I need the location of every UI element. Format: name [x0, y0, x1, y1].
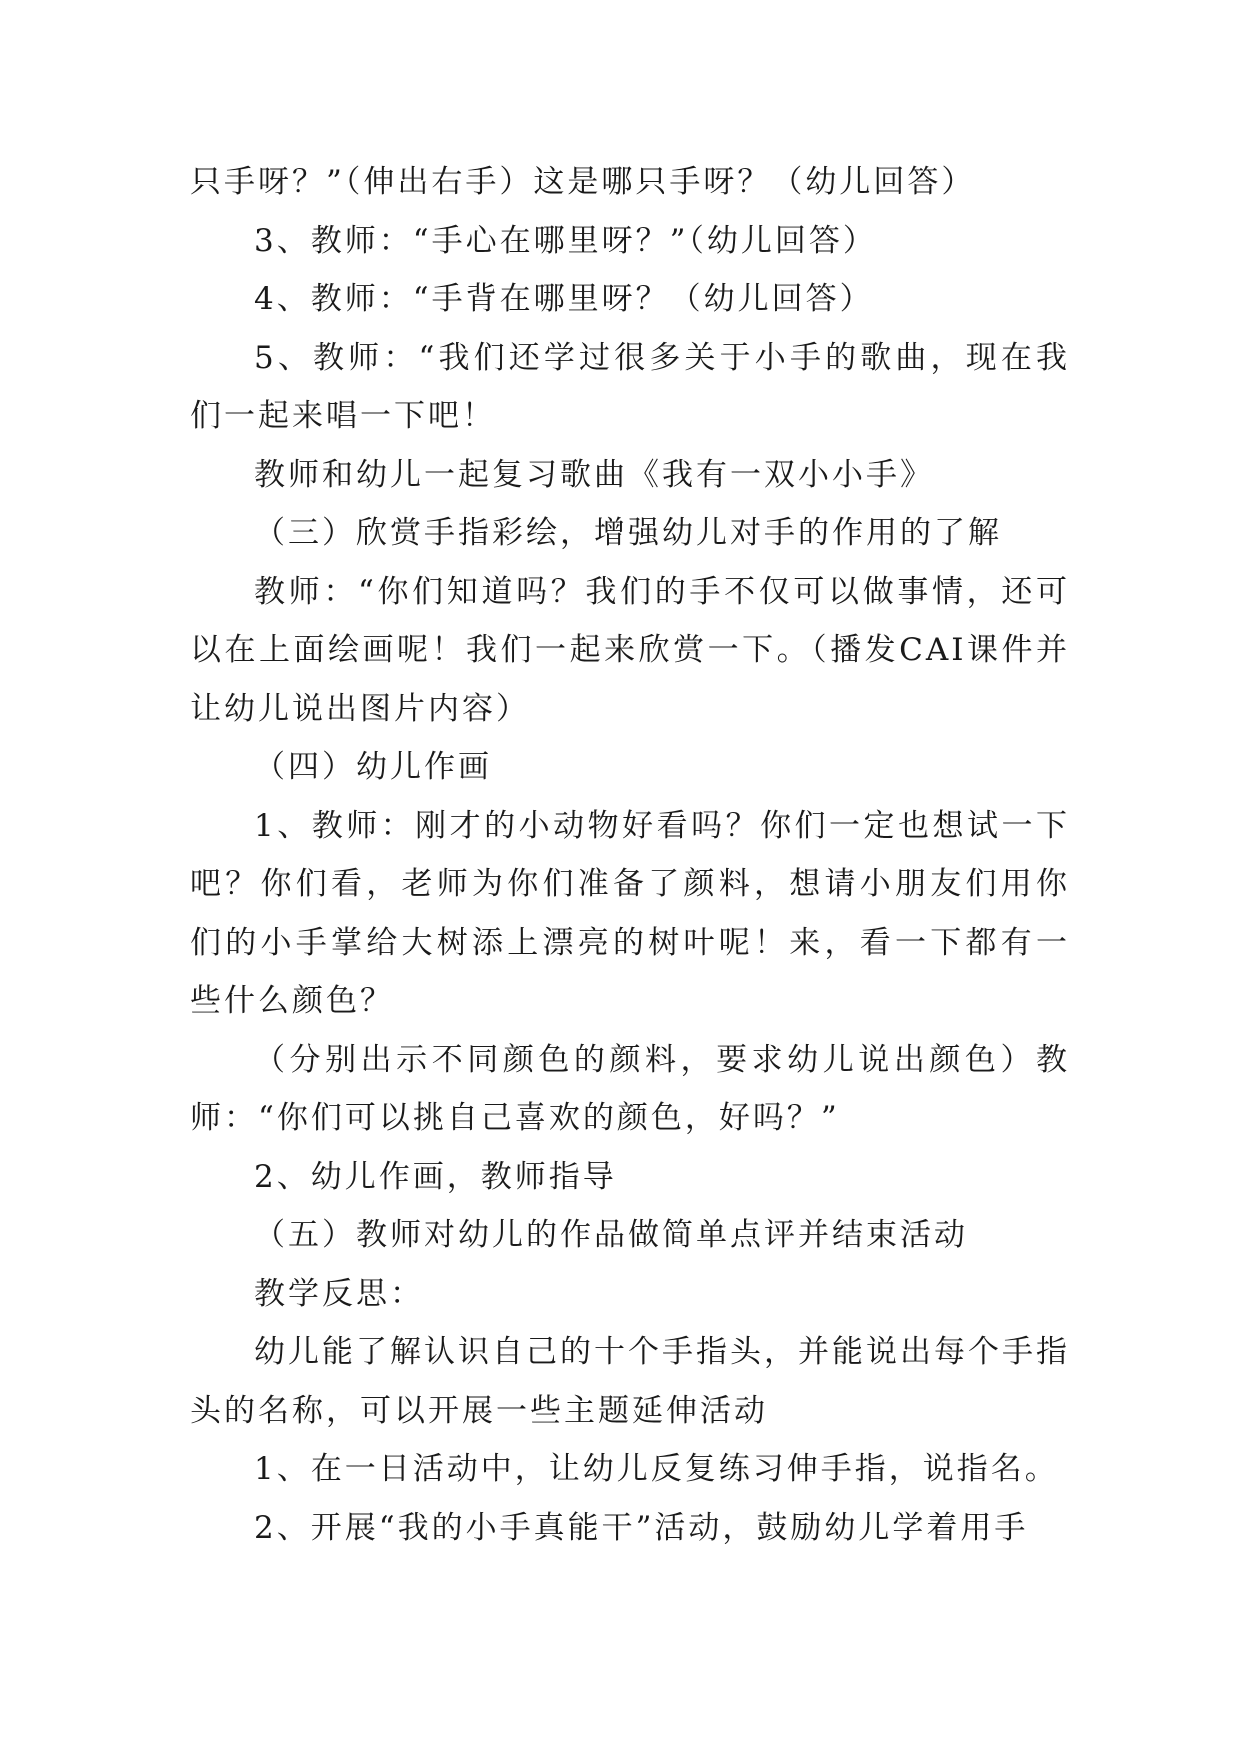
section-heading-5: （五）教师对幼儿的作品做简单点评并结束活动	[254, 1217, 968, 1253]
extension-item-2: 2、开展“我的小手真能干”活动，鼓励幼儿学着用手	[254, 1509, 1029, 1546]
section-heading-3: （三）欣赏手指彩绘，增强幼儿对手的作用的了解	[254, 515, 1002, 551]
paragraph-continuation: 只手呀？”（伸出右手）这是哪只手呀？（幼儿回答）	[190, 164, 976, 200]
extension-item-1: 1、在一日活动中，让幼儿反复练习伸手指，说指名。	[254, 1451, 1059, 1487]
section-heading-4: （四）幼儿作画	[254, 749, 492, 785]
paragraph-item-3: 3、教师：“手心在哪里呀？”（幼儿回答）	[254, 222, 877, 259]
paragraph-colors: （分别出示不同颜色的颜料，要求幼儿说出颜色）教师：“你们可以挑自己喜欢的颜色，好吗？”	[190, 1041, 1070, 1136]
paragraph-review-song: 教师和幼儿一起复习歌曲《我有一双小小手》	[254, 456, 934, 493]
paragraph-item-4: 4、教师：“手背在哪里呀？（幼儿回答）	[254, 281, 874, 317]
reflection-paragraph: 幼儿能了解认识自己的十个手指头，并能说出每个手指头的名称，可以开展一些主题延伸活动	[190, 1334, 1070, 1429]
paragraph-drawing-1: 1、教师：刚才的小动物好看吗？你们一定也想试一下吧？你们看，老师为你们准备了颜料，想请小朋友们用你们的小手掌给大树添上漂亮的树叶呢！来，看一下都有一些什么颜色？	[190, 807, 1070, 1019]
paragraph-drawing-2: 2、幼儿作画，教师指导	[254, 1158, 617, 1195]
reflection-heading: 教学反思：	[254, 1275, 424, 1312]
paragraph-item-5: 5、教师：“我们还学过很多关于小手的歌曲，现在我们一起来唱一下吧！	[190, 339, 1070, 434]
document-body	[190, 153, 1070, 1557]
paragraph-finger-painting: 教师：“你们知道吗？我们的手不仅可以做事情，还可以在上面绘画呢！我们一起来欣赏一下。（播发CAI课件并让幼儿说出图片内容）	[190, 573, 1070, 727]
